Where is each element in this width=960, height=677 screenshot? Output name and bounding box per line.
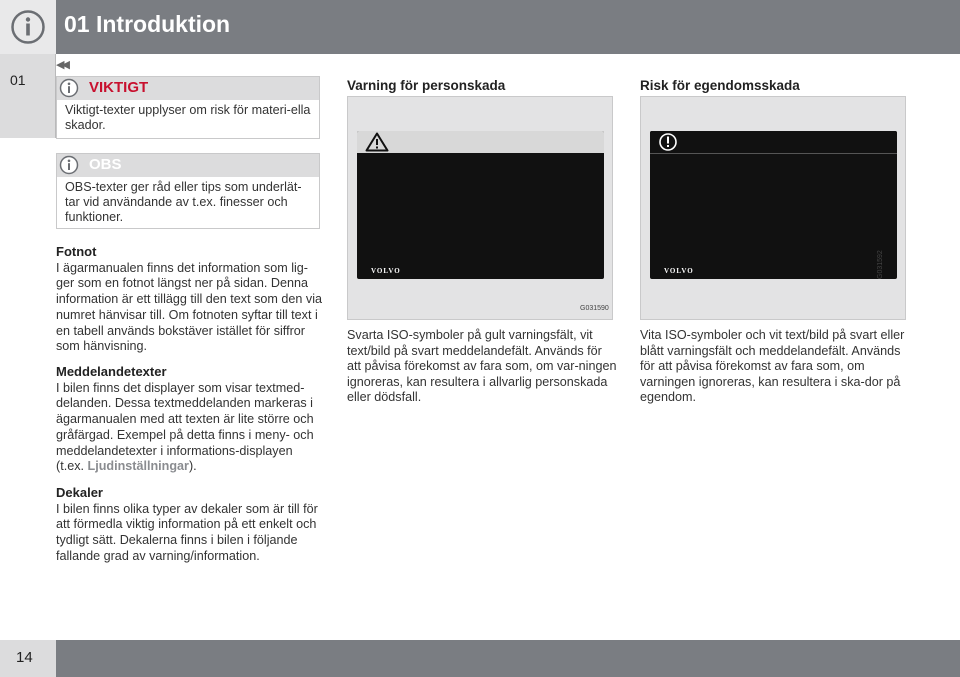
header-icon-box [0, 0, 56, 54]
meddelandetexter-section [56, 364, 322, 475]
meddelandetexter-end: ). [188, 459, 197, 474]
obs-note [56, 153, 320, 229]
warning-band [650, 131, 897, 154]
info-icon [59, 155, 79, 175]
obs-note-header [57, 154, 319, 177]
header-bar [0, 0, 960, 54]
personskada-decal [357, 131, 604, 279]
personskada-figure [347, 96, 613, 320]
fotnot-text: I ägarmanualen finns det information som lig-ger som en fotnot längst ner på sidan. Denna information är ett tillägg till den text som den via numret hänvisar till. Om fotnoten syftar till text i en tabell används bokstäver istället för siffror som hänvisning. [56, 260, 322, 354]
obs-text: OBS-texter ger råd eller tips som underlät-tar vid användande av t.ex. finesser och funktioner. [65, 180, 302, 224]
footer-bar [0, 640, 960, 677]
figure-code: G031590 [580, 305, 609, 312]
dekaler-heading: Dekaler [56, 485, 103, 500]
egendomsskada-decal [650, 131, 897, 279]
exclamation-circle-icon [658, 132, 678, 152]
meddelandetexter-heading: Meddelandetexter [56, 364, 167, 379]
viktigt-note [56, 76, 320, 139]
viktigt-text: Viktigt-texter upplyser om risk för materi-ella skador. [65, 103, 311, 132]
page-title: 01 Introduktion [64, 11, 231, 37]
personskada-heading: Varning för personskada [347, 78, 506, 93]
fotnot-heading: Fotnot [56, 244, 97, 259]
volvo-logo: VOLVO [371, 267, 401, 275]
meddelandetexter-body: I bilen finns det displayer som visar textmed-delanden. Dessa textmeddelanden markeras i ägarmanualen med att texten är lite större och gråfärgad. Exempel på detta finns i meny- och meddelandetexter i informations-displayen (t.ex. [56, 380, 314, 474]
egendomsskada-figure [640, 96, 906, 320]
egendomsskada-heading: Risk för egendomsskada [640, 78, 800, 93]
volvo-logo: VOLVO [664, 267, 694, 275]
chevron-back-icon[interactable]: ◀◀ [56, 59, 67, 71]
page-number: 14 [16, 649, 33, 666]
page-number-box [0, 640, 56, 677]
info-icon [59, 78, 79, 98]
info-icon [10, 9, 46, 45]
egendomsskada-text: Vita ISO-symboler och vit text/bild på svart eller blått varningsfält och meddelandefält. Används för att påvisa förekomst av fara som, om varningen ignoreras, kan resultera i ska-dor på egendom. [640, 328, 905, 405]
meddelandetexter-text [56, 381, 322, 475]
fotnot-section [56, 244, 322, 355]
warning-triangle-icon [365, 132, 389, 152]
display-text-example: Ljudinställningar [87, 459, 189, 474]
chapter-tab-label: 01 [10, 72, 26, 88]
viktigt-title: VIKTIGT [89, 79, 149, 96]
figure-code: G031592 [877, 250, 884, 279]
chapter-tab[interactable] [0, 54, 56, 138]
obs-title: OBS [89, 156, 122, 173]
personskada-text: Svarta ISO-symboler på gult varningsfält, vit text/bild på svart meddelandefält. Används för att påvisa förekomst av fara som, om var-ningen ignoreras, kan resultera i allvarlig personskada eller dödsfall. [347, 328, 617, 405]
dekaler-section [56, 485, 322, 565]
dekaler-text: I bilen finns olika typer av dekaler som är till för att förmedla viktig information på ett enkelt och tydligt sätt. Dekalerna finns i bilen i följande fallande grad av varning/information. [56, 501, 318, 563]
viktigt-note-header [57, 77, 319, 100]
warning-band [357, 131, 604, 153]
